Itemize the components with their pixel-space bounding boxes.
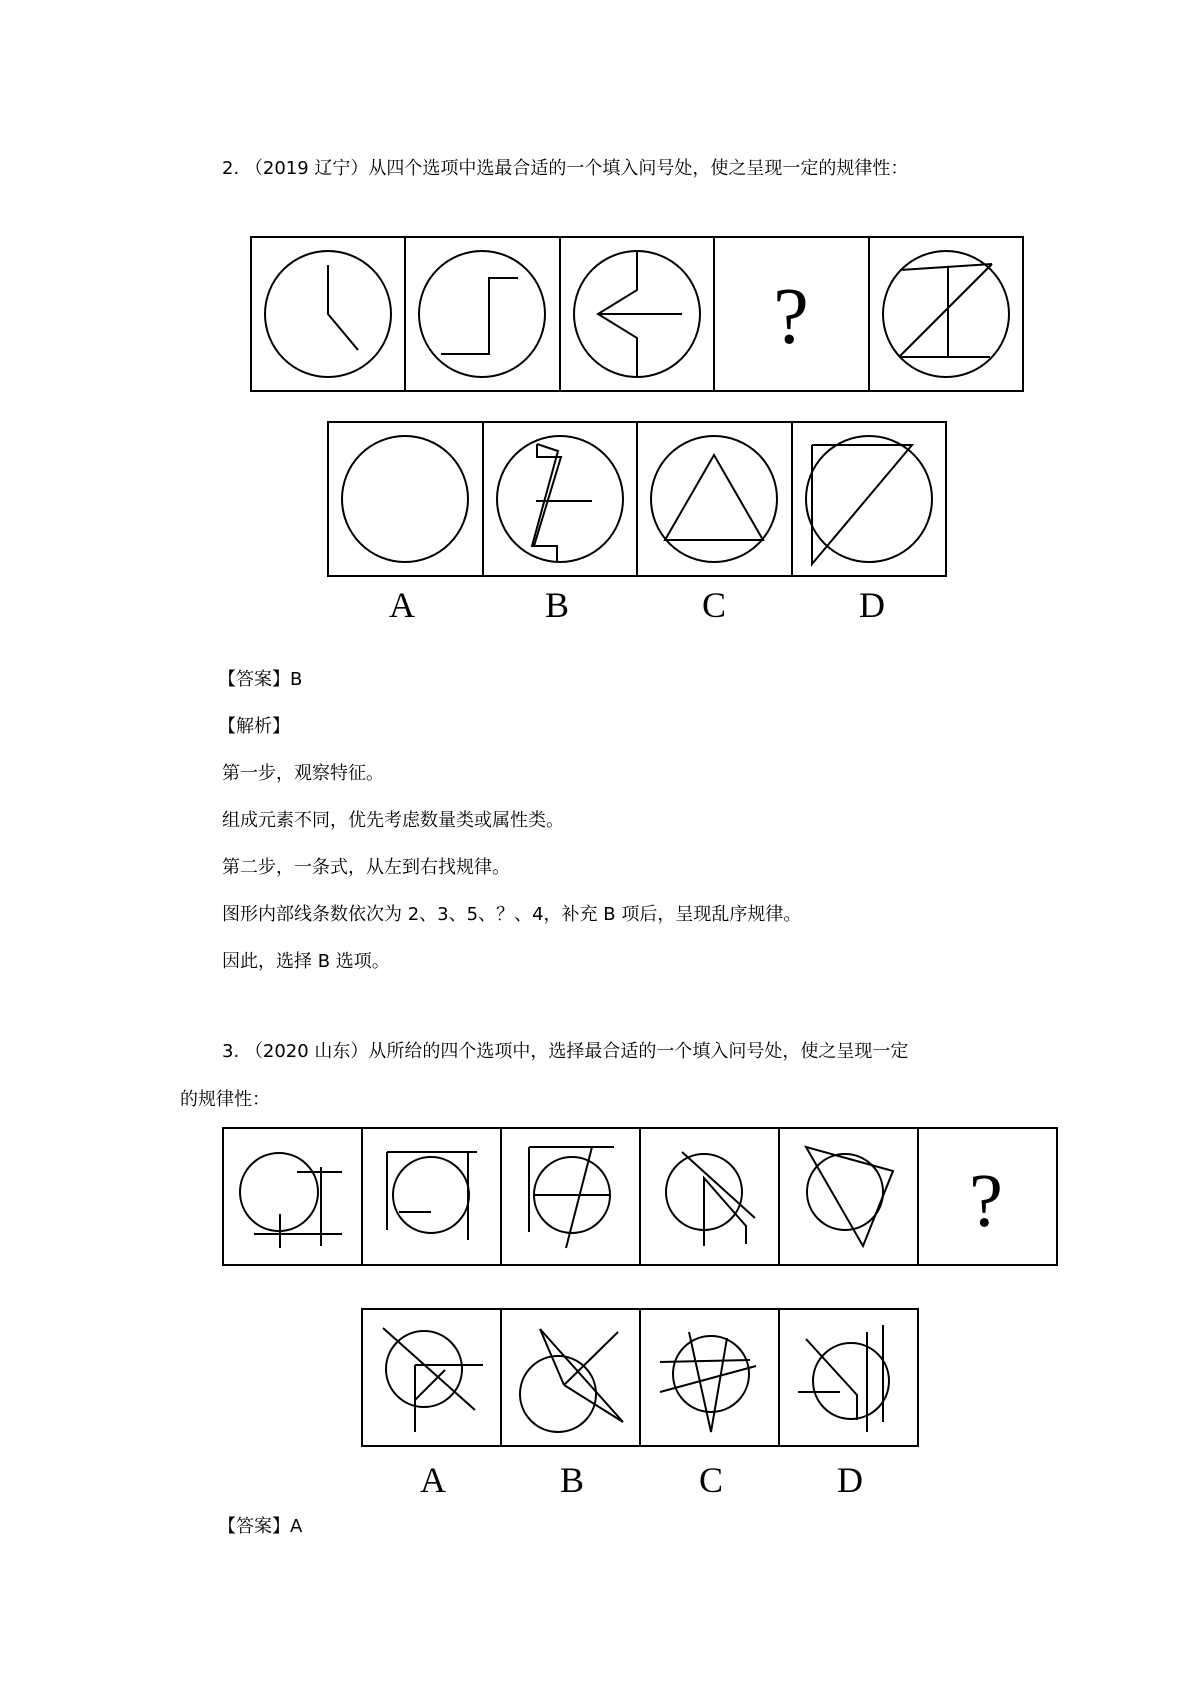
q3-stem-line-1: 3. （2020 山东）从所给的四个选项中，选择最合适的一个填入问号处，使之呈现一定	[222, 1041, 909, 1062]
q2-analysis-line-4: 图形内部线条数依次为 2、3、5、？、4，补充 B 项后，呈现乱序规律。	[222, 904, 802, 925]
q3-question-mark: ?	[969, 1159, 1003, 1243]
q2-option-b	[483, 422, 637, 576]
q2-label-a: A	[389, 585, 415, 625]
q3-panel-3	[501, 1128, 640, 1265]
q2-stem: 2. （2019 辽宁）从四个选项中选最合适的一个填入问号处，使之呈现一定的规律性：	[222, 158, 909, 179]
q2-answer: 【答案】B	[218, 669, 303, 690]
q3-question-row	[223, 1128, 1057, 1265]
q3-label-c: C	[698, 1460, 724, 1500]
q2-analysis-line-2: 组成元素不同，优先考虑数量类或属性类。	[222, 810, 564, 831]
q3-panel-2	[362, 1128, 501, 1265]
q3-option-a	[362, 1309, 501, 1446]
q3-panel-4	[640, 1128, 779, 1265]
q2-label-d: D	[859, 585, 885, 625]
q2-question-mark: ?	[773, 273, 809, 361]
q2-label-c: C	[701, 585, 727, 625]
q3-stem-line-2: 的规律性：	[180, 1089, 270, 1110]
q2-option-a	[328, 422, 483, 576]
q2-analysis-heading: 【解析】	[218, 716, 290, 737]
q2-analysis-line-3: 第二步，一条式，从左到右找规律。	[222, 857, 510, 878]
q2-analysis-line-5: 因此，选择 B 选项。	[222, 951, 390, 972]
q3-answer: 【答案】A	[218, 1516, 303, 1537]
q2-question-row	[251, 237, 1023, 391]
q2-panel-5	[869, 237, 1023, 391]
q3-option-d	[779, 1309, 918, 1446]
q2-options-row	[328, 422, 946, 576]
q3-label-b: B	[559, 1460, 585, 1500]
q2-analysis-line-1: 第一步，观察特征。	[222, 763, 384, 784]
q3-panel-5	[779, 1128, 918, 1265]
q3-label-a: A	[420, 1460, 446, 1500]
q3-panel-1	[223, 1128, 362, 1265]
q3-label-d: D	[837, 1460, 863, 1500]
q2-label-b: B	[544, 585, 570, 625]
q2-panel-2	[405, 237, 560, 391]
q3-options-row	[362, 1309, 918, 1446]
q2-option-c	[637, 422, 792, 576]
